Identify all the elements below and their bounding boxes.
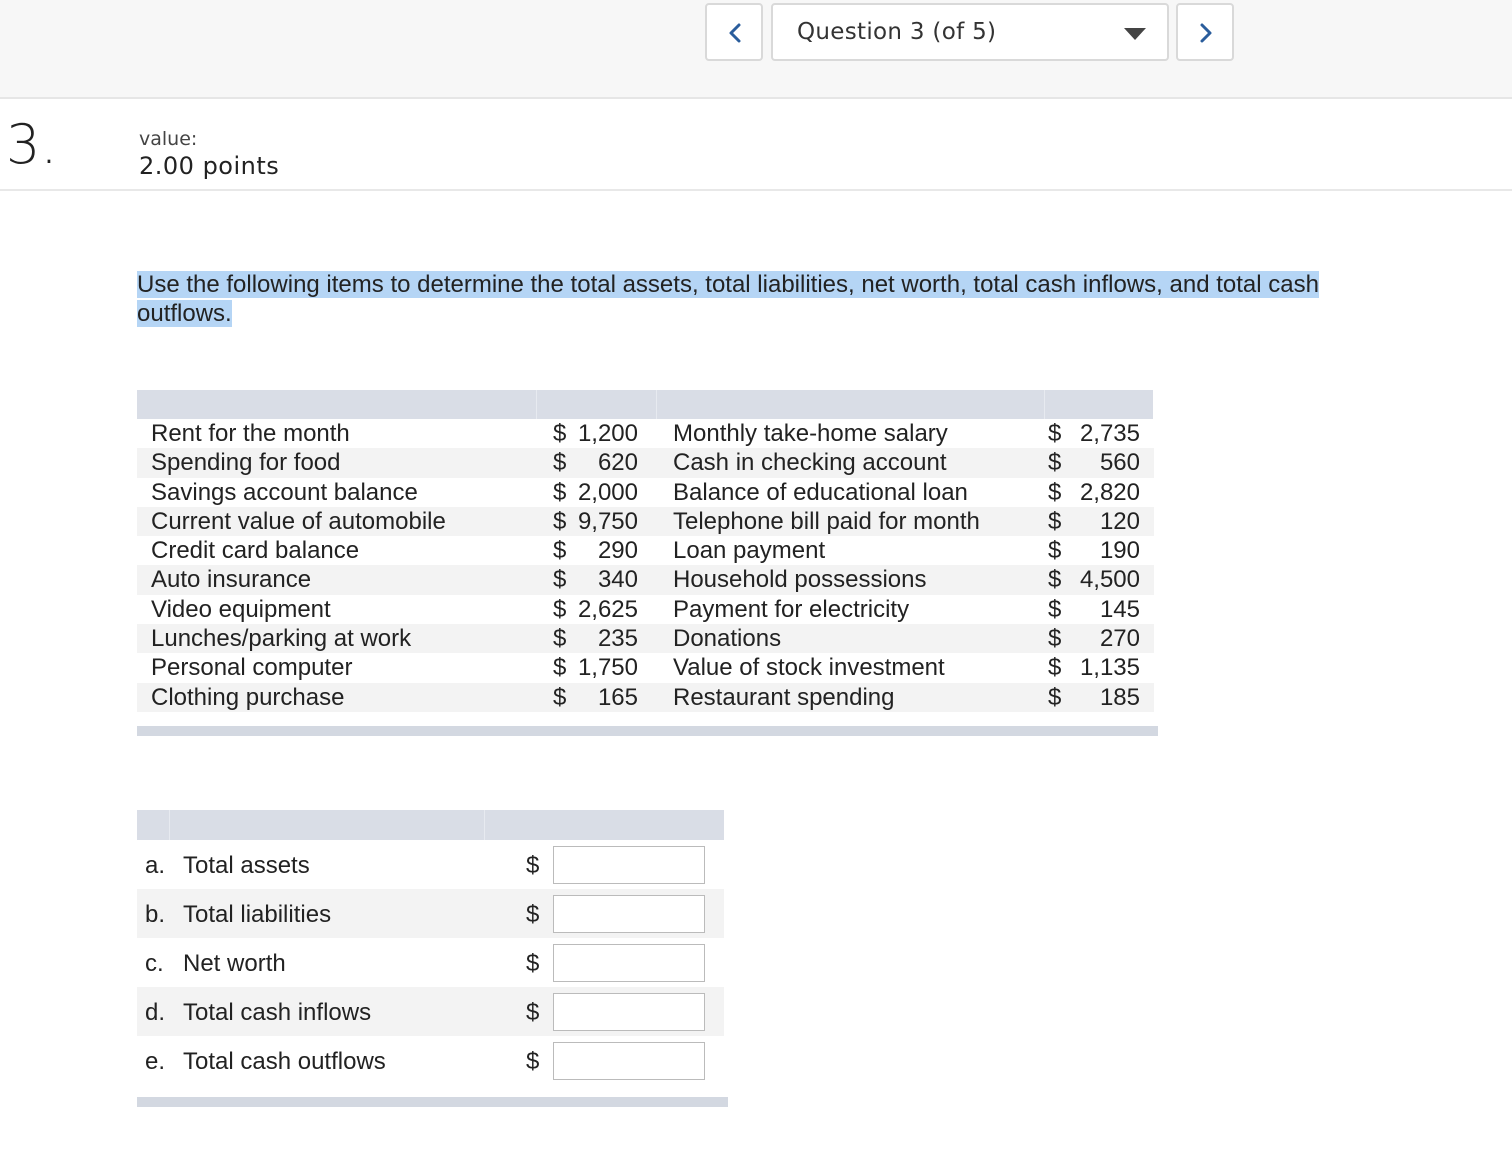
answer-label: Total cash outflows — [183, 1048, 386, 1075]
item-amount: 145 — [1099, 595, 1140, 623]
answer-label: Total liabilities — [183, 901, 332, 928]
question-points: 2.00 points — [139, 152, 280, 180]
currency-symbol: $ — [1048, 478, 1062, 506]
item-label: Value of stock investment — [673, 654, 945, 682]
chevron-right-icon — [1197, 22, 1215, 44]
currency-symbol: $ — [553, 625, 567, 653]
answer-label: Total cash inflows — [183, 999, 372, 1026]
currency-symbol: $ — [553, 420, 567, 447]
item-amount: 9,750 — [577, 507, 638, 535]
currency-symbol: $ — [526, 852, 540, 879]
item-amount: 235 — [597, 625, 638, 653]
answer-letter: b. — [145, 901, 166, 928]
currency-symbol: $ — [553, 683, 567, 711]
items-table-header — [137, 390, 1154, 419]
table-row — [137, 536, 1154, 565]
items-table-footer — [137, 726, 1158, 736]
item-amount: 620 — [597, 449, 638, 477]
answer-input[interactable] — [553, 1042, 705, 1080]
table-row — [137, 507, 1154, 536]
item-label: Personal computer — [151, 654, 353, 682]
item-label: Balance of educational loan — [673, 478, 968, 506]
table-row — [137, 448, 1154, 477]
item-amount: 165 — [597, 683, 638, 711]
answer-row — [137, 889, 724, 938]
currency-symbol: $ — [1048, 683, 1062, 711]
answer-row — [137, 987, 724, 1036]
answer-label: Net worth — [183, 950, 286, 977]
table-row — [137, 478, 1154, 507]
item-label: Loan payment — [673, 537, 826, 565]
item-label: Savings account balance — [151, 478, 418, 506]
next-question-button[interactable] — [1176, 3, 1234, 61]
item-label: Lunches/parking at work — [151, 625, 412, 653]
currency-symbol: $ — [1048, 654, 1062, 682]
item-amount: 1,200 — [577, 420, 638, 447]
item-amount: 560 — [1099, 449, 1140, 477]
table-row — [137, 595, 1154, 624]
item-amount: 2,735 — [1079, 420, 1140, 447]
item-amount: 2,625 — [577, 595, 638, 623]
currency-symbol: $ — [1048, 449, 1062, 477]
answer-input[interactable] — [553, 846, 705, 884]
table-row — [137, 683, 1154, 712]
dropdown-caret-icon — [1123, 27, 1147, 41]
answer-letter: e. — [145, 1048, 166, 1075]
answer-input[interactable] — [553, 993, 705, 1031]
items-table-body — [137, 419, 1154, 712]
answer-input[interactable] — [553, 944, 705, 982]
item-label: Current value of automobile — [151, 507, 446, 535]
currency-symbol: $ — [553, 595, 567, 623]
item-label: Monthly take-home salary — [673, 420, 948, 447]
currency-symbol: $ — [1048, 537, 1062, 565]
answer-table-footer — [137, 1097, 728, 1107]
item-label: Telephone bill paid for month — [673, 507, 980, 535]
item-label: Rent for the month — [151, 420, 350, 447]
item-amount: 1,750 — [577, 654, 638, 682]
table-row — [137, 419, 1154, 448]
item-label: Credit card balance — [151, 537, 360, 565]
currency-symbol: $ — [553, 478, 567, 506]
item-label: Donations — [673, 625, 782, 653]
question-select-dropdown[interactable] — [771, 3, 1169, 61]
item-amount: 270 — [1099, 625, 1140, 653]
currency-symbol: $ — [526, 901, 540, 928]
currency-symbol: $ — [1048, 595, 1062, 623]
header-divider — [0, 189, 1512, 191]
item-label: Video equipment — [151, 595, 331, 623]
currency-symbol: $ — [526, 999, 540, 1026]
question-nav-bar — [0, 0, 1512, 99]
answer-letter: d. — [145, 999, 166, 1026]
question-prompt — [137, 270, 1352, 328]
answer-row — [137, 1036, 724, 1085]
currency-symbol: $ — [553, 537, 567, 565]
currency-symbol: $ — [553, 449, 567, 477]
currency-symbol: $ — [553, 566, 567, 594]
answer-input[interactable] — [553, 895, 705, 933]
item-amount: 1,135 — [1079, 654, 1140, 682]
answer-row — [137, 840, 724, 889]
item-amount: 120 — [1099, 507, 1140, 535]
currency-symbol: $ — [526, 1048, 540, 1075]
item-label: Household possessions — [673, 566, 927, 594]
answer-table — [137, 810, 724, 1085]
currency-symbol: $ — [1048, 625, 1062, 653]
table-row — [137, 653, 1154, 682]
currency-symbol: $ — [1048, 566, 1062, 594]
currency-symbol: $ — [553, 654, 567, 682]
item-amount: 190 — [1099, 537, 1140, 565]
item-amount: 2,820 — [1079, 478, 1140, 506]
item-amount: 290 — [597, 537, 638, 565]
answer-letter: a. — [145, 852, 166, 879]
previous-question-button[interactable] — [705, 3, 763, 61]
currency-symbol: $ — [526, 950, 540, 977]
question-number: 3. — [6, 113, 58, 176]
answer-label: Total assets — [183, 852, 310, 879]
value-label: value: — [139, 128, 198, 150]
items-table — [137, 390, 1154, 712]
answer-table-header — [137, 810, 724, 840]
table-row — [137, 624, 1154, 653]
item-amount: 185 — [1099, 683, 1140, 711]
currency-symbol: $ — [553, 507, 567, 535]
answer-row — [137, 938, 724, 987]
currency-symbol: $ — [1048, 420, 1062, 447]
item-label: Clothing purchase — [151, 683, 345, 711]
currency-symbol: $ — [1048, 507, 1062, 535]
item-label: Cash in checking account — [673, 449, 947, 477]
item-amount: 340 — [597, 566, 638, 594]
chevron-left-icon — [726, 22, 744, 44]
item-label: Auto insurance — [151, 566, 312, 594]
item-label: Restaurant spending — [673, 683, 895, 711]
answer-table-body — [137, 840, 724, 1085]
item-amount: 2,000 — [577, 478, 638, 506]
answer-letter: c. — [145, 950, 164, 977]
item-amount: 4,500 — [1079, 566, 1140, 594]
item-label: Spending for food — [151, 449, 341, 477]
item-label: Payment for electricity — [673, 595, 910, 623]
question-prompt-text: Use the following items to determine the total assets, total liabilities, net worth, total cash inflows, and total cash outflows. — [137, 271, 1319, 327]
question-select-label: Question 3 (of 5) — [797, 19, 997, 45]
table-row — [137, 565, 1154, 594]
